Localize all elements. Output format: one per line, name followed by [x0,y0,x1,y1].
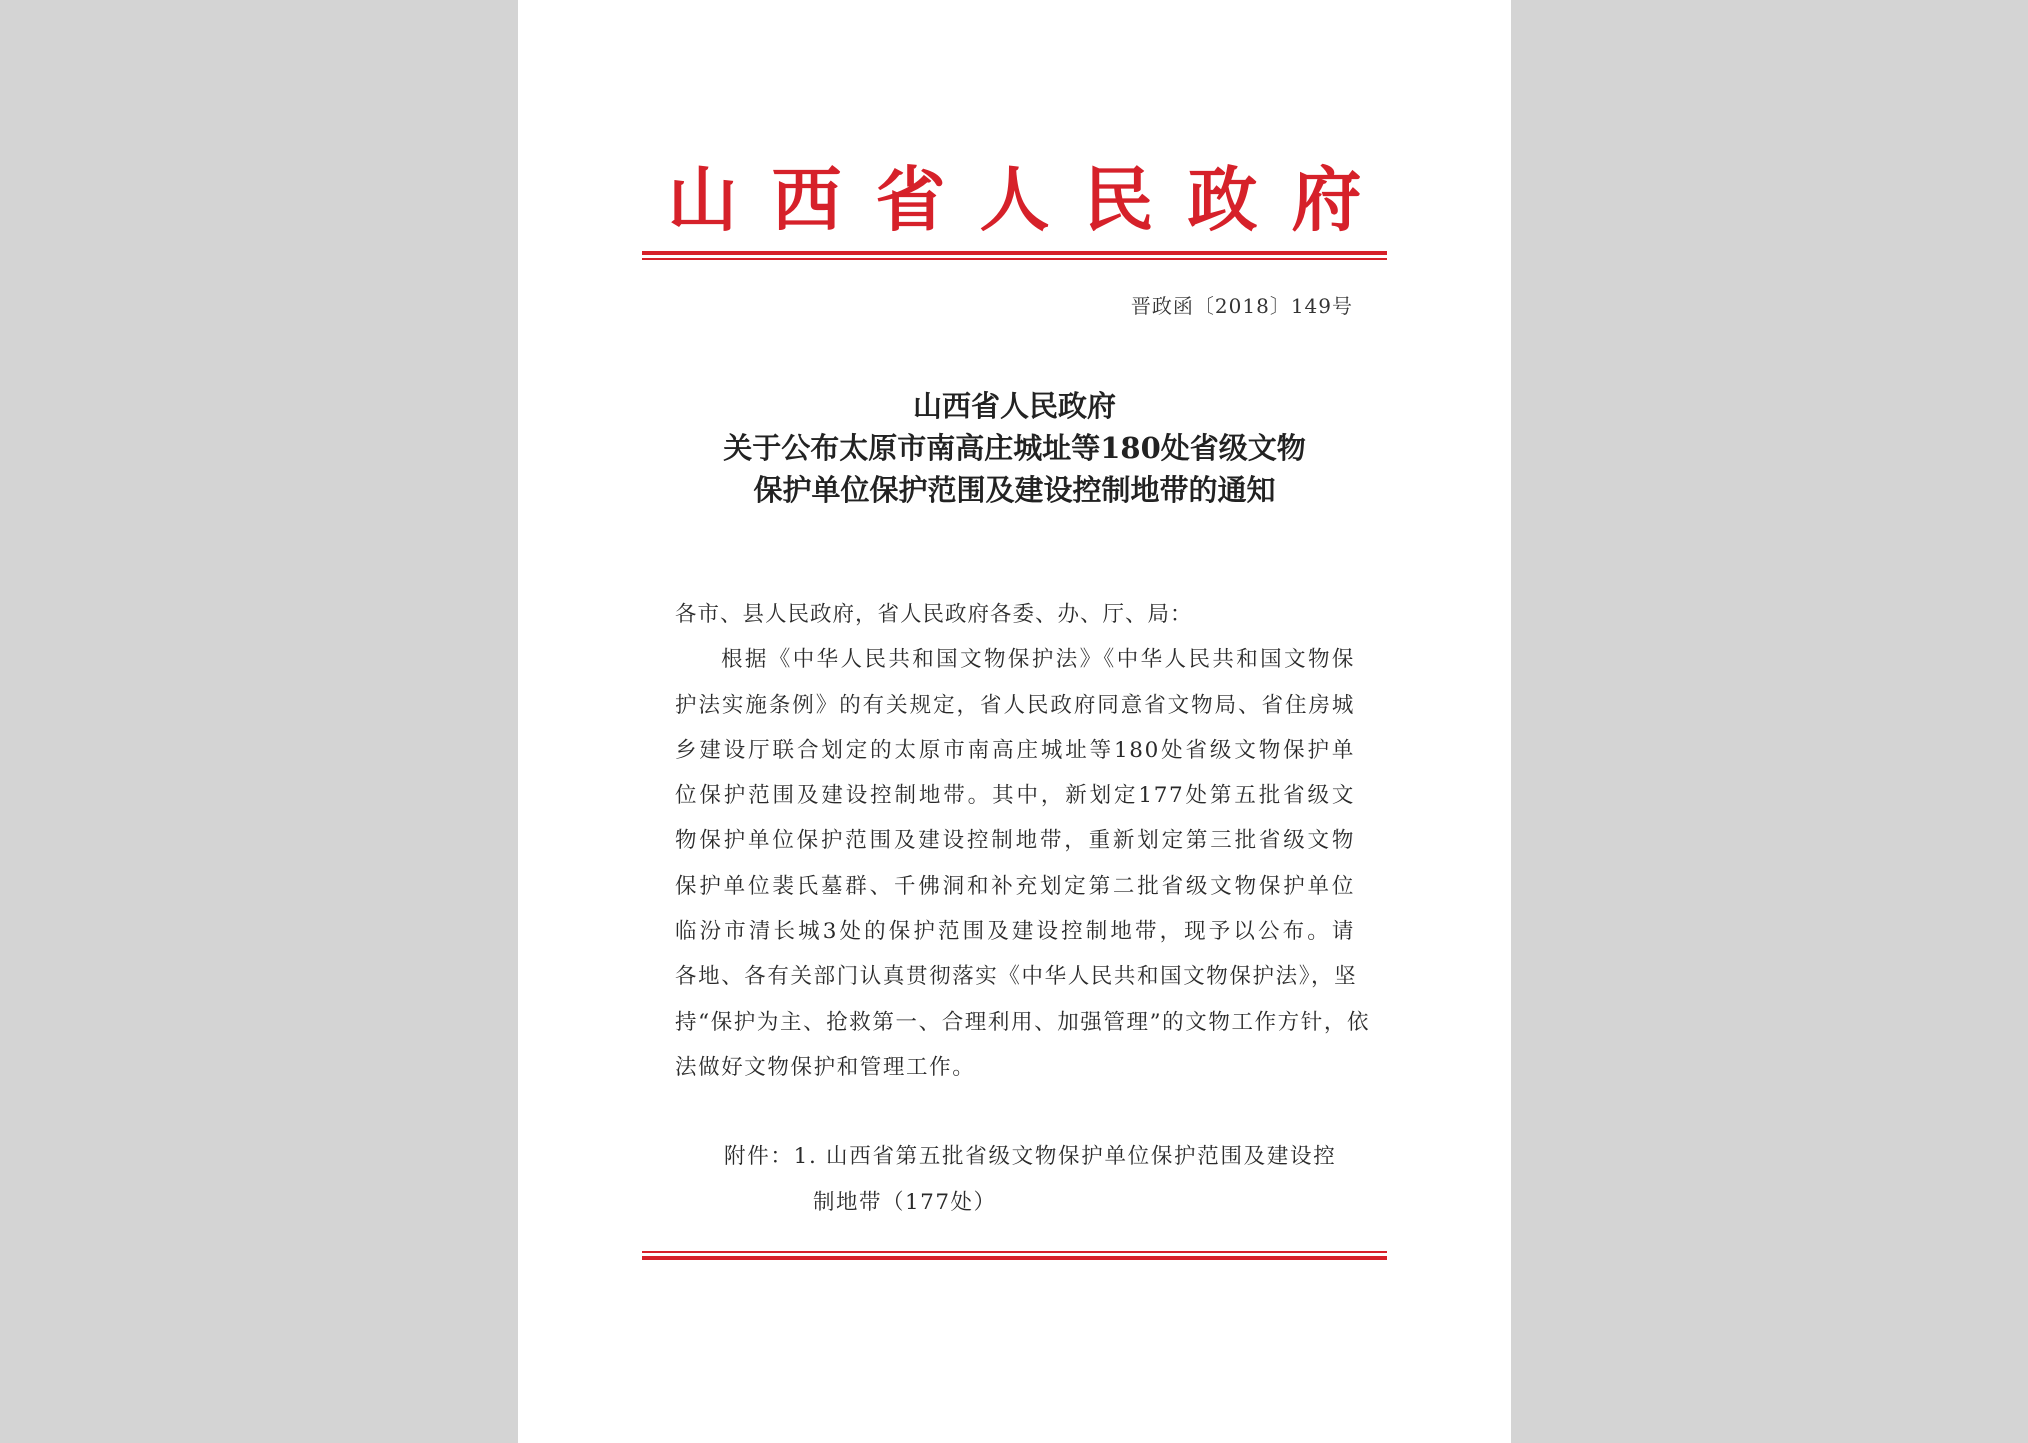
document-title [518,385,1511,511]
footer-red-rule [642,1251,1387,1260]
rule-thick-line [642,251,1387,255]
document-number: 晋政函〔2018〕149号 [1130,294,1353,318]
masthead-red-rule [642,251,1387,260]
document-body [675,592,1371,1090]
body-line: 乡建设厅联合划定的太原市南高庄城址等180处省级文物保护单 [675,737,1355,763]
body-line: 根据《中华人民共和国文物保护法》《中华人民共和国文物保 [721,647,1355,673]
salutation: 各市、县人民政府，省人民政府各委、办、厅、局： [675,602,1193,627]
body-line: 护法实施条例》的有关规定，省人民政府同意省文物局、省住房城 [675,692,1355,718]
body-line: 各地、各有关部门认真贯彻落实《中华人民共和国文物保护法》，坚 [675,964,1358,990]
title-line: 保护单位保护范围及建设控制地带的通知 [753,473,1276,507]
title-line: 关于公布太原市南高庄城址等180处省级文物 [723,431,1306,465]
masthead-title: 山西省人民政府 [667,158,1396,241]
attachment-item: 附件：1. 山西省第五批省级文物保护单位保护范围及建设控 [724,1144,1337,1169]
attachment-item-continuation: 制地带（177处） [813,1190,997,1215]
rule-thick-line [642,1256,1387,1260]
rule-thin-line [642,258,1387,260]
body-line: 临汾市清长城3处的保护范围及建设控制地带，现予以公布。请 [675,919,1355,945]
document-page [518,0,1511,1443]
body-line: 持“保护为主、抢救第一、合理利用、加强管理”的文物工作方针，依 [675,1009,1371,1035]
body-line: 物保护单位保护范围及建设控制地带，重新划定第三批省级文物 [675,828,1355,854]
title-line: 山西省人民政府 [912,389,1116,423]
body-line: 法做好文物保护和管理工作。 [675,1054,976,1080]
rule-thin-line [642,1251,1387,1253]
body-line: 保护单位裴氏墓群、千佛洞和补充划定第二批省级文物保护单位 [675,873,1355,899]
body-line: 位保护范围及建设控制地带。其中，新划定177处第五批省级文 [675,783,1355,809]
attachment-list [724,1134,1355,1226]
